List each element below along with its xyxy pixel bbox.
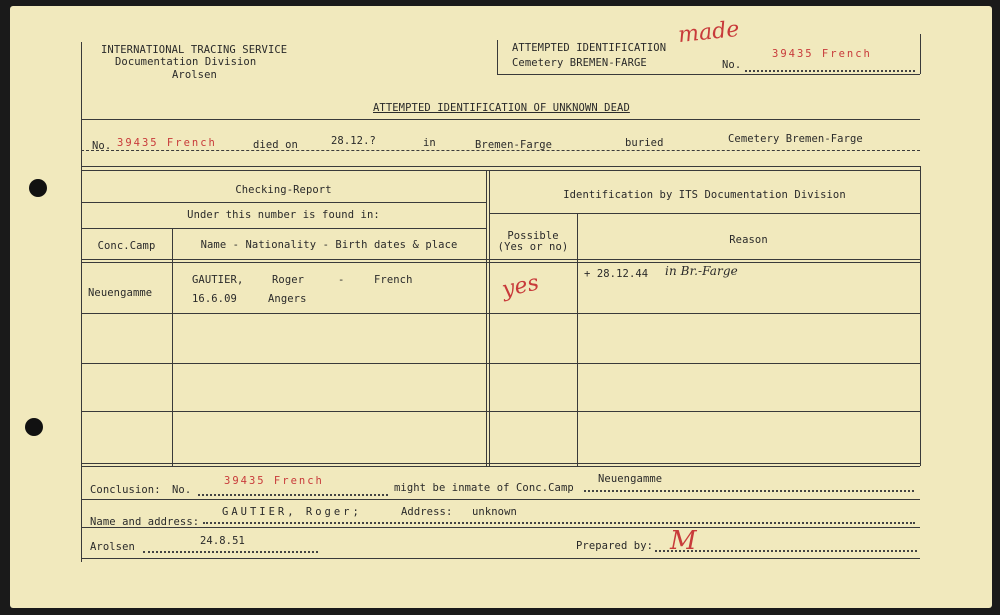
table-bottom-rule-2: [81, 466, 920, 467]
row-camp: Neuengamme: [88, 287, 153, 299]
record-buried-value: Cemetery Bremen-Farge: [728, 133, 863, 145]
footer-place: Arolsen: [90, 541, 135, 553]
header-bottom-rule: [81, 259, 920, 260]
address-value: unknown: [472, 506, 517, 518]
col-header-reason: Reason: [729, 234, 768, 246]
address-label: Address:: [401, 506, 453, 518]
title-rule: [81, 119, 920, 120]
record-in-value: Bremen-Farge: [475, 139, 553, 151]
col-header-name: Name - Nationality - Birth dates & place: [200, 239, 458, 251]
record-died-value: 28.12.?: [331, 135, 376, 147]
conclusion-camp-value: Neuengamme: [598, 473, 663, 485]
row-rule-2: [81, 363, 920, 364]
row-possible-handwritten: yes: [499, 270, 542, 303]
row-birth-date: 16.6.09: [192, 293, 237, 305]
name-value: GAUTIER, Roger;: [222, 506, 362, 518]
conclusion-middle-text: might be inmate of Conc.Camp: [394, 482, 574, 494]
handwritten-made: made: [676, 16, 741, 49]
row-surname: GAUTIER,: [192, 274, 244, 286]
identification-title: Identification by ITS Documentation Division: [563, 189, 846, 201]
table-top-rule: [81, 166, 920, 167]
checking-report-title: Checking-Report: [235, 184, 332, 196]
footer-prepared-label: Prepared by:: [576, 540, 654, 552]
table-top-rule-2: [81, 170, 920, 171]
punch-hole-bottom: [25, 418, 43, 436]
footer-prepared-initial: M: [670, 526, 697, 556]
col-header-possible-2: (Yes or no): [497, 241, 569, 253]
row-nationality: French: [374, 274, 413, 286]
header-box-left: [497, 40, 498, 74]
record-in-label: in: [423, 137, 436, 149]
identification-title-rule: [489, 213, 920, 214]
conclusion-label: Conclusion:: [90, 484, 161, 496]
row-forename: Roger: [272, 274, 305, 286]
name-address-dots: [203, 522, 915, 524]
conclusion-no-dots: [198, 494, 388, 496]
form-title: ATTEMPTED IDENTIFICATION OF UNKNOWN DEAD: [373, 102, 630, 114]
record-died-label: died on: [253, 139, 298, 151]
table-bottom-rule: [81, 463, 920, 464]
row-reason-typed: + 28.12.44: [584, 268, 649, 280]
row-dash: -: [338, 274, 345, 286]
org-line-3: Arolsen: [172, 69, 217, 81]
punch-hole-top: [29, 179, 47, 197]
record-no-label: No.: [92, 140, 112, 152]
camp-col-rule: [172, 228, 173, 466]
row-reason-handwritten: in Br.-Farge: [665, 264, 738, 278]
table-mid-rule: [486, 170, 487, 466]
footer-date-dots: [143, 551, 318, 553]
header-box-bottom: [497, 74, 920, 75]
header-box-no-dots: [745, 70, 915, 72]
col-header-possible-1: Possible: [507, 230, 559, 242]
header-box-no-value: 39435 French: [772, 48, 872, 60]
record-no-value: 39435 French: [117, 137, 217, 149]
table-mid-rule-2: [489, 170, 490, 466]
conclusion-no-label: No.: [172, 484, 192, 496]
org-line-2: Documentation Division: [115, 56, 257, 68]
record-buried-label: buried: [625, 137, 664, 149]
checking-report-subtitle: Under this number is found in:: [187, 209, 380, 221]
row-rule-1: [81, 313, 920, 314]
conclusion-no-value: 39435 French: [224, 475, 324, 487]
checking-subtitle-rule: [81, 228, 486, 229]
header-box-right: [920, 34, 921, 74]
footer-rule: [81, 558, 920, 559]
col-header-camp: Conc.Camp: [97, 240, 156, 252]
row-rule-3: [81, 411, 920, 412]
org-line-1: INTERNATIONAL TRACING SERVICE: [101, 44, 288, 56]
record-rule: [81, 150, 920, 151]
conclusion-camp-dots: [584, 490, 914, 492]
header-box-title: ATTEMPTED IDENTIFICATION: [512, 42, 667, 54]
name-address-rule: [81, 527, 920, 528]
footer-date: 24.8.51: [200, 535, 245, 547]
table-right-rule: [920, 166, 921, 466]
header-bottom-rule-2: [81, 262, 920, 263]
row-birth-place: Angers: [268, 293, 307, 305]
checking-title-rule: [81, 202, 486, 203]
possible-col-rule: [577, 213, 578, 466]
name-address-label: Name and address:: [90, 516, 200, 528]
header-box-no-label: No.: [722, 59, 742, 71]
index-card: [10, 6, 992, 608]
conclusion-rule: [81, 499, 920, 500]
card-left-rule: [81, 42, 82, 562]
header-box-cemetery: Cemetery BREMEN-FARGE: [512, 57, 647, 69]
